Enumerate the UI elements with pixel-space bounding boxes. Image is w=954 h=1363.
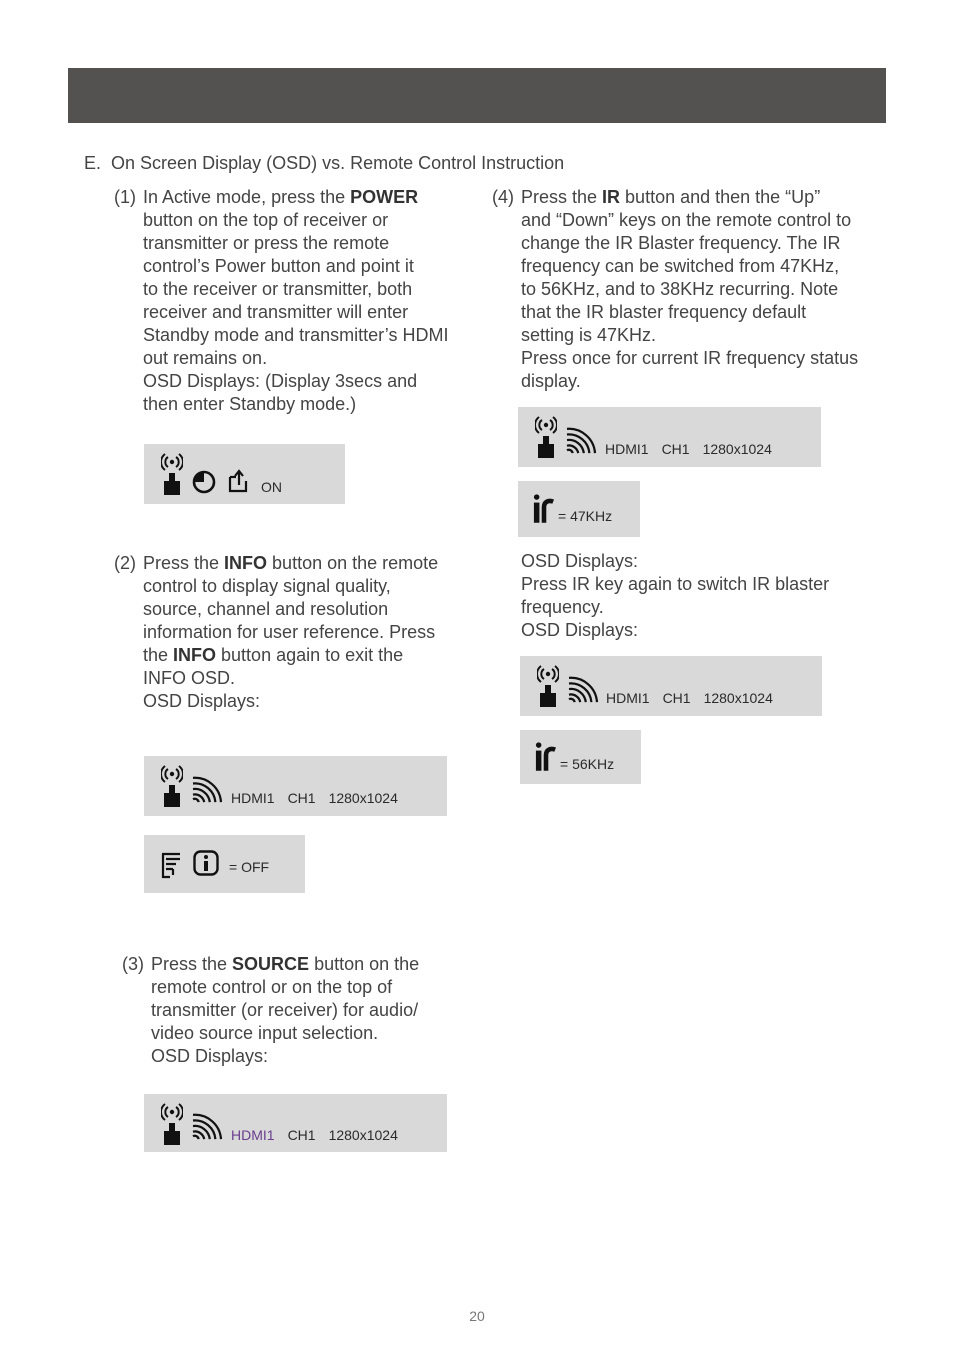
text-segment: INFO OSD. xyxy=(143,668,236,688)
transmitter-icon xyxy=(161,765,183,809)
instruction-line xyxy=(143,598,478,621)
item-body xyxy=(143,186,478,416)
text-segment: OSD Displays: (Display 3secs and xyxy=(143,371,418,391)
resolution-label: 1280x1024 xyxy=(328,1127,398,1143)
text-segment: then enter Standby mode.) xyxy=(143,394,357,414)
bold-keyword: INFO xyxy=(224,553,268,573)
text-segment: In Active mode, press the xyxy=(143,187,351,207)
transmitter-icon xyxy=(161,453,183,497)
instruction-line xyxy=(151,1022,481,1045)
channel-label: CH1 xyxy=(287,790,316,806)
text-segment: change the IR Blaster frequency. The IR xyxy=(521,233,841,253)
instruction-line xyxy=(143,209,478,232)
text-segment: Press the xyxy=(151,954,233,974)
transmitter-icon xyxy=(161,1103,183,1147)
text-segment: Press once for current IR frequency status xyxy=(521,348,859,368)
instruction-line xyxy=(521,209,891,232)
signal-strength-icon xyxy=(567,676,599,704)
source-label-highlighted: HDMI1 xyxy=(231,1127,275,1143)
instruction-line xyxy=(143,301,478,324)
text-segment: button on the top of receiver or xyxy=(143,210,389,230)
bold-keyword: INFO xyxy=(173,645,217,665)
page-number: 20 xyxy=(469,1308,485,1324)
text-segment: button again to exit the xyxy=(216,645,404,665)
text-segment: remote control or on the top of xyxy=(151,977,393,997)
resolution-label: 1280x1024 xyxy=(703,690,773,706)
text-segment: and “Down” keys on the remote control to xyxy=(521,210,852,230)
transmitter-icon xyxy=(537,665,559,709)
item-body xyxy=(151,953,481,1068)
channel-label: CH1 xyxy=(287,1127,316,1143)
instruction-line xyxy=(521,186,891,209)
text-segment: transmitter or press the remote xyxy=(143,233,390,253)
section-letter: E. xyxy=(84,153,102,173)
text-segment: display. xyxy=(521,371,581,391)
ir-icon xyxy=(535,742,557,772)
ir-icon xyxy=(533,494,555,524)
section-title xyxy=(84,152,564,175)
power-plug-icon xyxy=(228,469,250,493)
instruction-line xyxy=(143,232,478,255)
text-segment: to 56KHz, and to 38KHz recurring. Note xyxy=(521,279,839,299)
source-label: HDMI1 xyxy=(605,441,649,457)
osd-source-select xyxy=(144,1094,447,1152)
text-segment: OSD Displays: xyxy=(143,691,261,711)
instruction-line xyxy=(143,644,478,667)
osd-signal-info-ir-2 xyxy=(520,656,822,716)
text-segment: the xyxy=(143,645,174,665)
instruction-line xyxy=(143,690,478,713)
item-body xyxy=(521,186,891,393)
instruction-line xyxy=(521,324,891,347)
instruction-line xyxy=(151,976,481,999)
text-segment: to the receiver or transmitter, both xyxy=(143,279,413,299)
section-title-text: On Screen Display (OSD) vs. Remote Control Instruction xyxy=(111,153,565,173)
text-segment: source, channel and resolution xyxy=(143,599,389,619)
instruction-line xyxy=(143,667,478,690)
text-segment: receiver and transmitter will enter xyxy=(143,302,409,322)
text-segment: information for user reference. Press xyxy=(143,622,436,642)
item-number: (1) xyxy=(114,187,136,207)
instruction-line xyxy=(143,621,478,644)
instruction-line xyxy=(143,552,478,575)
info-icon xyxy=(193,850,219,876)
osd-displays-label: OSD Displays: xyxy=(521,620,639,640)
power-state-label: ON xyxy=(261,479,282,495)
signal-strength-icon xyxy=(191,776,223,804)
instruction-line xyxy=(143,278,478,301)
osd-signal-info-ir-1 xyxy=(518,407,821,467)
resolution-label: 1280x1024 xyxy=(702,441,772,457)
ir-frequency-label: = 47KHz xyxy=(558,508,613,524)
instruction-line xyxy=(521,255,891,278)
osd-signal-info xyxy=(144,756,447,816)
transmitter-icon xyxy=(535,416,557,460)
text-segment: that the IR blaster frequency default xyxy=(521,302,807,322)
item-number: (4) xyxy=(492,187,514,207)
osd-ir-frequency-47 xyxy=(518,481,640,537)
signal-strength-icon xyxy=(565,427,597,455)
signal-strength-icon xyxy=(191,1113,223,1141)
item-number: (3) xyxy=(122,954,144,974)
bold-keyword: POWER xyxy=(350,187,419,207)
bold-keyword: SOURCE xyxy=(232,954,310,974)
item-number: (2) xyxy=(114,553,136,573)
text-segment: frequency can be switched from 47KHz, xyxy=(521,256,840,276)
instruction-line xyxy=(521,301,891,324)
instruction-line xyxy=(151,1045,481,1068)
instruction-line xyxy=(143,255,478,278)
item-body xyxy=(143,552,478,713)
instruction-line xyxy=(143,324,478,347)
instruction-line xyxy=(521,278,891,301)
channel-label: CH1 xyxy=(662,690,691,706)
ir-frequency-label: = 56KHz xyxy=(560,756,615,772)
instruction-line xyxy=(143,393,478,416)
instruction-line xyxy=(521,370,891,393)
instruction-line xyxy=(143,370,478,393)
instruction-line xyxy=(521,232,891,255)
source-label: HDMI1 xyxy=(231,790,275,806)
text-segment: Press the xyxy=(521,187,603,207)
text-segment: control’s Power button and point it xyxy=(143,256,414,276)
osd-displays-label: OSD Displays: xyxy=(521,551,639,571)
item-4-continued xyxy=(521,550,891,642)
instruction-line xyxy=(151,999,481,1022)
instruction-line xyxy=(143,347,478,370)
info-state-label: = OFF xyxy=(229,859,270,875)
instruction-line xyxy=(151,953,481,976)
resolution-label: 1280x1024 xyxy=(328,790,398,806)
instruction-line xyxy=(143,186,478,209)
text-segment: button and then the “Up” xyxy=(620,187,821,207)
instruction-line: frequency. xyxy=(521,597,604,617)
text-segment: Press the xyxy=(143,553,225,573)
menu-icon xyxy=(160,851,182,879)
header-bar xyxy=(68,68,886,123)
text-segment: transmitter (or receiver) for audio/ xyxy=(151,1000,419,1020)
channel-label: CH1 xyxy=(661,441,690,457)
osd-ir-frequency-56 xyxy=(520,730,641,784)
instruction-line xyxy=(143,575,478,598)
instruction-line xyxy=(521,347,891,370)
text-segment: button on the remote xyxy=(267,553,439,573)
osd-power-standby xyxy=(144,444,345,504)
text-segment: OSD Displays: xyxy=(151,1046,269,1066)
text-segment: control to display signal quality, xyxy=(143,576,391,596)
osd-info-off xyxy=(144,835,305,893)
text-segment: video source input selection. xyxy=(151,1023,379,1043)
moon-icon xyxy=(192,470,216,494)
text-segment: out remains on. xyxy=(143,348,268,368)
text-segment: setting is 47KHz. xyxy=(521,325,657,345)
instruction-line: Press IR key again to switch IR blaster xyxy=(521,574,830,594)
text-segment: button on the xyxy=(309,954,420,974)
bold-keyword: IR xyxy=(602,187,621,207)
text-segment: Standby mode and transmitter’s HDMI xyxy=(143,325,449,345)
source-label: HDMI1 xyxy=(606,690,650,706)
